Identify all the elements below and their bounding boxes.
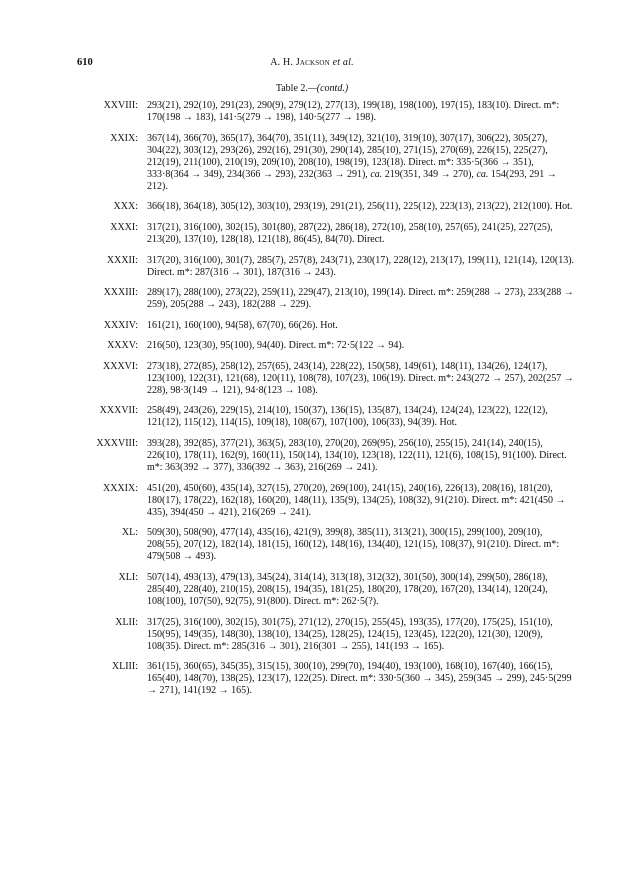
- mass-spectrum-data: 451(20), 450(60), 435(14), 327(15), 270(20), 269(100), 241(15), 240(16), 226(13), 208(16), 181(20), 180(17), 178(22), 162(18), 160(20), 148(11), 135(9), 134(25), 108(32), 91(210). Direct. m*: 421(450 → 435), 394(450 → 421), 216(269 → 241).: [147, 482, 566, 518]
- mass-spectrum-data: 289(17), 288(100), 273(22), 259(11), 229(47), 213(10), 199(14). Direct. m*: 259(288 → 273), 233(288 → 259), 205(288 → 243), 182(288 → 229).: [147, 287, 574, 311]
- mass-spectrum-data: 317(21), 316(100), 302(15), 301(80), 287(22), 286(18), 272(10), 258(10), 257(65), 241(25), 227(25), 213(20), 137(10), 128(18), 121(18), 86(45), 84(70). Direct.: [147, 221, 553, 246]
- mass-spectrum-data: 361(15), 360(65), 345(35), 315(15), 300(10), 299(70), 194(40), 193(100), 168(10), 167(40), 166(15), 165(40), 148(70), 138(25), 123(17), 122(25). Direct. m*: 330·5(360 → 345), 259(345 → 299), 245·5(299 → 271), 141(192 → 165).: [147, 661, 572, 697]
- mass-spectrum-data: 366(18), 364(18), 305(12), 303(10), 293(19), 291(21), 256(11), 225(12), 223(13), 213(22), 212(100). Hot.: [147, 201, 573, 213]
- mass-spectrum-data: 258(49), 243(26), 229(15), 214(10), 150(37), 136(15), 135(87), 134(24), 124(24), 123(22), 122(12), 121(12), 115(12), 114(15), 109(18), 108(67), 107(100), 106(33), 94(39). Hot.: [147, 405, 548, 429]
- mass-spectrum-data: 317(25), 316(100), 302(15), 301(75), 271(12), 270(15), 255(45), 193(35), 177(20), 175(25), 151(10), 150(95), 149(35), 148(30), 138(10), 134(25), 128(25), 124(15), 123(45), 122(20), 121(30), 120(9), 108(35). Direct. m*: 285(316 → 301), 216(301 → 255), 141(193 → 165).: [147, 616, 553, 652]
- table-entry: [0, 438, 624, 474]
- table-entry: [0, 201, 624, 213]
- compound-label: XLI:: [118, 571, 138, 583]
- mass-spectrum-data: 216(50), 123(30), 95(100), 94(40). Direct. m*: 72·5(122 → 94).: [147, 340, 405, 352]
- compound-label: XXXV:: [107, 340, 138, 352]
- page-number: 610: [77, 57, 93, 68]
- mass-spectrum-data: 317(20), 316(100), 301(7), 285(7), 257(8), 243(71), 230(17), 228(12), 213(17), 199(11), 121(14), 120(13). Direct. m*: 287(316 → 301), 187(316 → 243).: [147, 254, 575, 278]
- table-entry: [0, 100, 624, 124]
- running-head-author-suffix: et al.: [332, 57, 354, 68]
- mass-spectrum-data: 273(18), 272(85), 258(12), 257(65), 243(14), 228(22), 150(58), 149(61), 148(11), 134(26), 124(17), 123(100), 122(31), 121(68), 120(11), 108(78), 107(23), 106(19). Direct. m*: 243(272 → 257), 202(257 → 228), 98·3(149 → 121), 94·8(123 → 108).: [147, 360, 574, 396]
- table-entry: [0, 340, 624, 352]
- compound-label: XXXIX:: [103, 482, 138, 494]
- compound-label: XXIX:: [110, 132, 138, 144]
- compound-label: XXXIV:: [103, 319, 138, 331]
- compound-label: XXXII:: [106, 254, 138, 266]
- compound-label: XXX:: [113, 201, 138, 213]
- table-entry: [0, 255, 624, 279]
- compound-label: XXXIII:: [103, 287, 138, 299]
- mass-spectrum-data: 293(21), 292(10), 291(23), 290(9), 279(12), 277(13), 199(18), 198(100), 197(15), 183(10). Direct. m*: 170(198 → 183), 141·5(279 → 198), 140·5(277 → 198).: [147, 100, 560, 124]
- table-entry: [0, 133, 624, 193]
- running-head-author: A. H. Jackson: [270, 57, 330, 68]
- table-entry: [0, 483, 624, 519]
- compound-label: XXXVI:: [103, 360, 138, 372]
- table-entries: [0, 100, 624, 706]
- mass-spectrum-data: 367(14), 366(70), 365(17), 364(70), 351(11), 349(12), 321(10), 319(10), 307(17), 306(22), 305(27), 304(22), 303(12), 293(26), 292(16), 291(30), 290(14), 285(10), 271(15), 270(69), 226(15), 225(27), 212(19), 211(100), 210(19), 209(10), 208(10), 198(19), 123(18). Direct. m*: 335·5(366 → 351), 333·8(364 → 349), 234(366 → 293), 232(363 → 291), ca. 219(351, 349 → 270), ca. 154(293, 291 → 212).: [147, 132, 557, 192]
- mass-spectrum-data: 393(28), 392(85), 377(21), 363(5), 283(10), 270(20), 269(95), 256(10), 255(15), 241(14), 240(15), 226(10), 178(11), 162(9), 160(11), 150(14), 134(10), 123(18), 122(11), 121(6), 108(15), 91(100). Direct. m*: 363(392 → 377), 336(392 → 363), 216(269 → 241).: [147, 437, 567, 474]
- table-entry: [0, 661, 624, 697]
- compound-label: XL:: [121, 527, 138, 539]
- table-entry: [0, 617, 624, 653]
- table-entry: [0, 320, 624, 332]
- compound-label: XLII:: [115, 616, 138, 628]
- mass-spectrum-data: 507(14), 493(13), 479(13), 345(24), 314(14), 313(18), 312(32), 301(50), 300(14), 299(50), 286(18), 285(40), 228(40), 210(15), 208(15), 194(35), 181(25), 180(20), 178(20), 167(20), 134(14), 120(24), 108(100), 107(50), 92(75), 91(800). Direct. m*: 262·5(?).: [147, 571, 548, 608]
- table-entry: [0, 287, 624, 311]
- compound-label: XXXI:: [110, 221, 138, 233]
- table-entry: [0, 405, 624, 429]
- compound-label: XXXVIII:: [96, 437, 138, 449]
- compound-label: XLIII:: [111, 661, 138, 673]
- table-entry: [0, 572, 624, 608]
- mass-spectrum-data: 161(21), 160(100), 94(58), 67(70), 66(26). Hot.: [147, 319, 338, 331]
- table-caption-contd: —(contd.): [307, 83, 349, 94]
- table-entry: [0, 361, 624, 397]
- compound-label: XXVIII:: [103, 100, 138, 111]
- table-entry: [0, 222, 624, 246]
- table-caption: [0, 83, 624, 94]
- compound-label: XXXVII:: [99, 405, 138, 417]
- table-caption-title: Table 2.: [275, 83, 308, 94]
- running-head: [0, 57, 624, 68]
- table-entry: [0, 527, 624, 563]
- mass-spectrum-data: 509(30), 508(90), 477(14), 435(16), 421(9), 399(8), 385(11), 313(21), 300(15), 299(100), 209(10), 208(55), 207(12), 182(14), 181(15), 160(12), 148(16), 134(40), 121(15), 108(37), 91(210). Direct. m*: 479(508 → 493).: [147, 527, 560, 563]
